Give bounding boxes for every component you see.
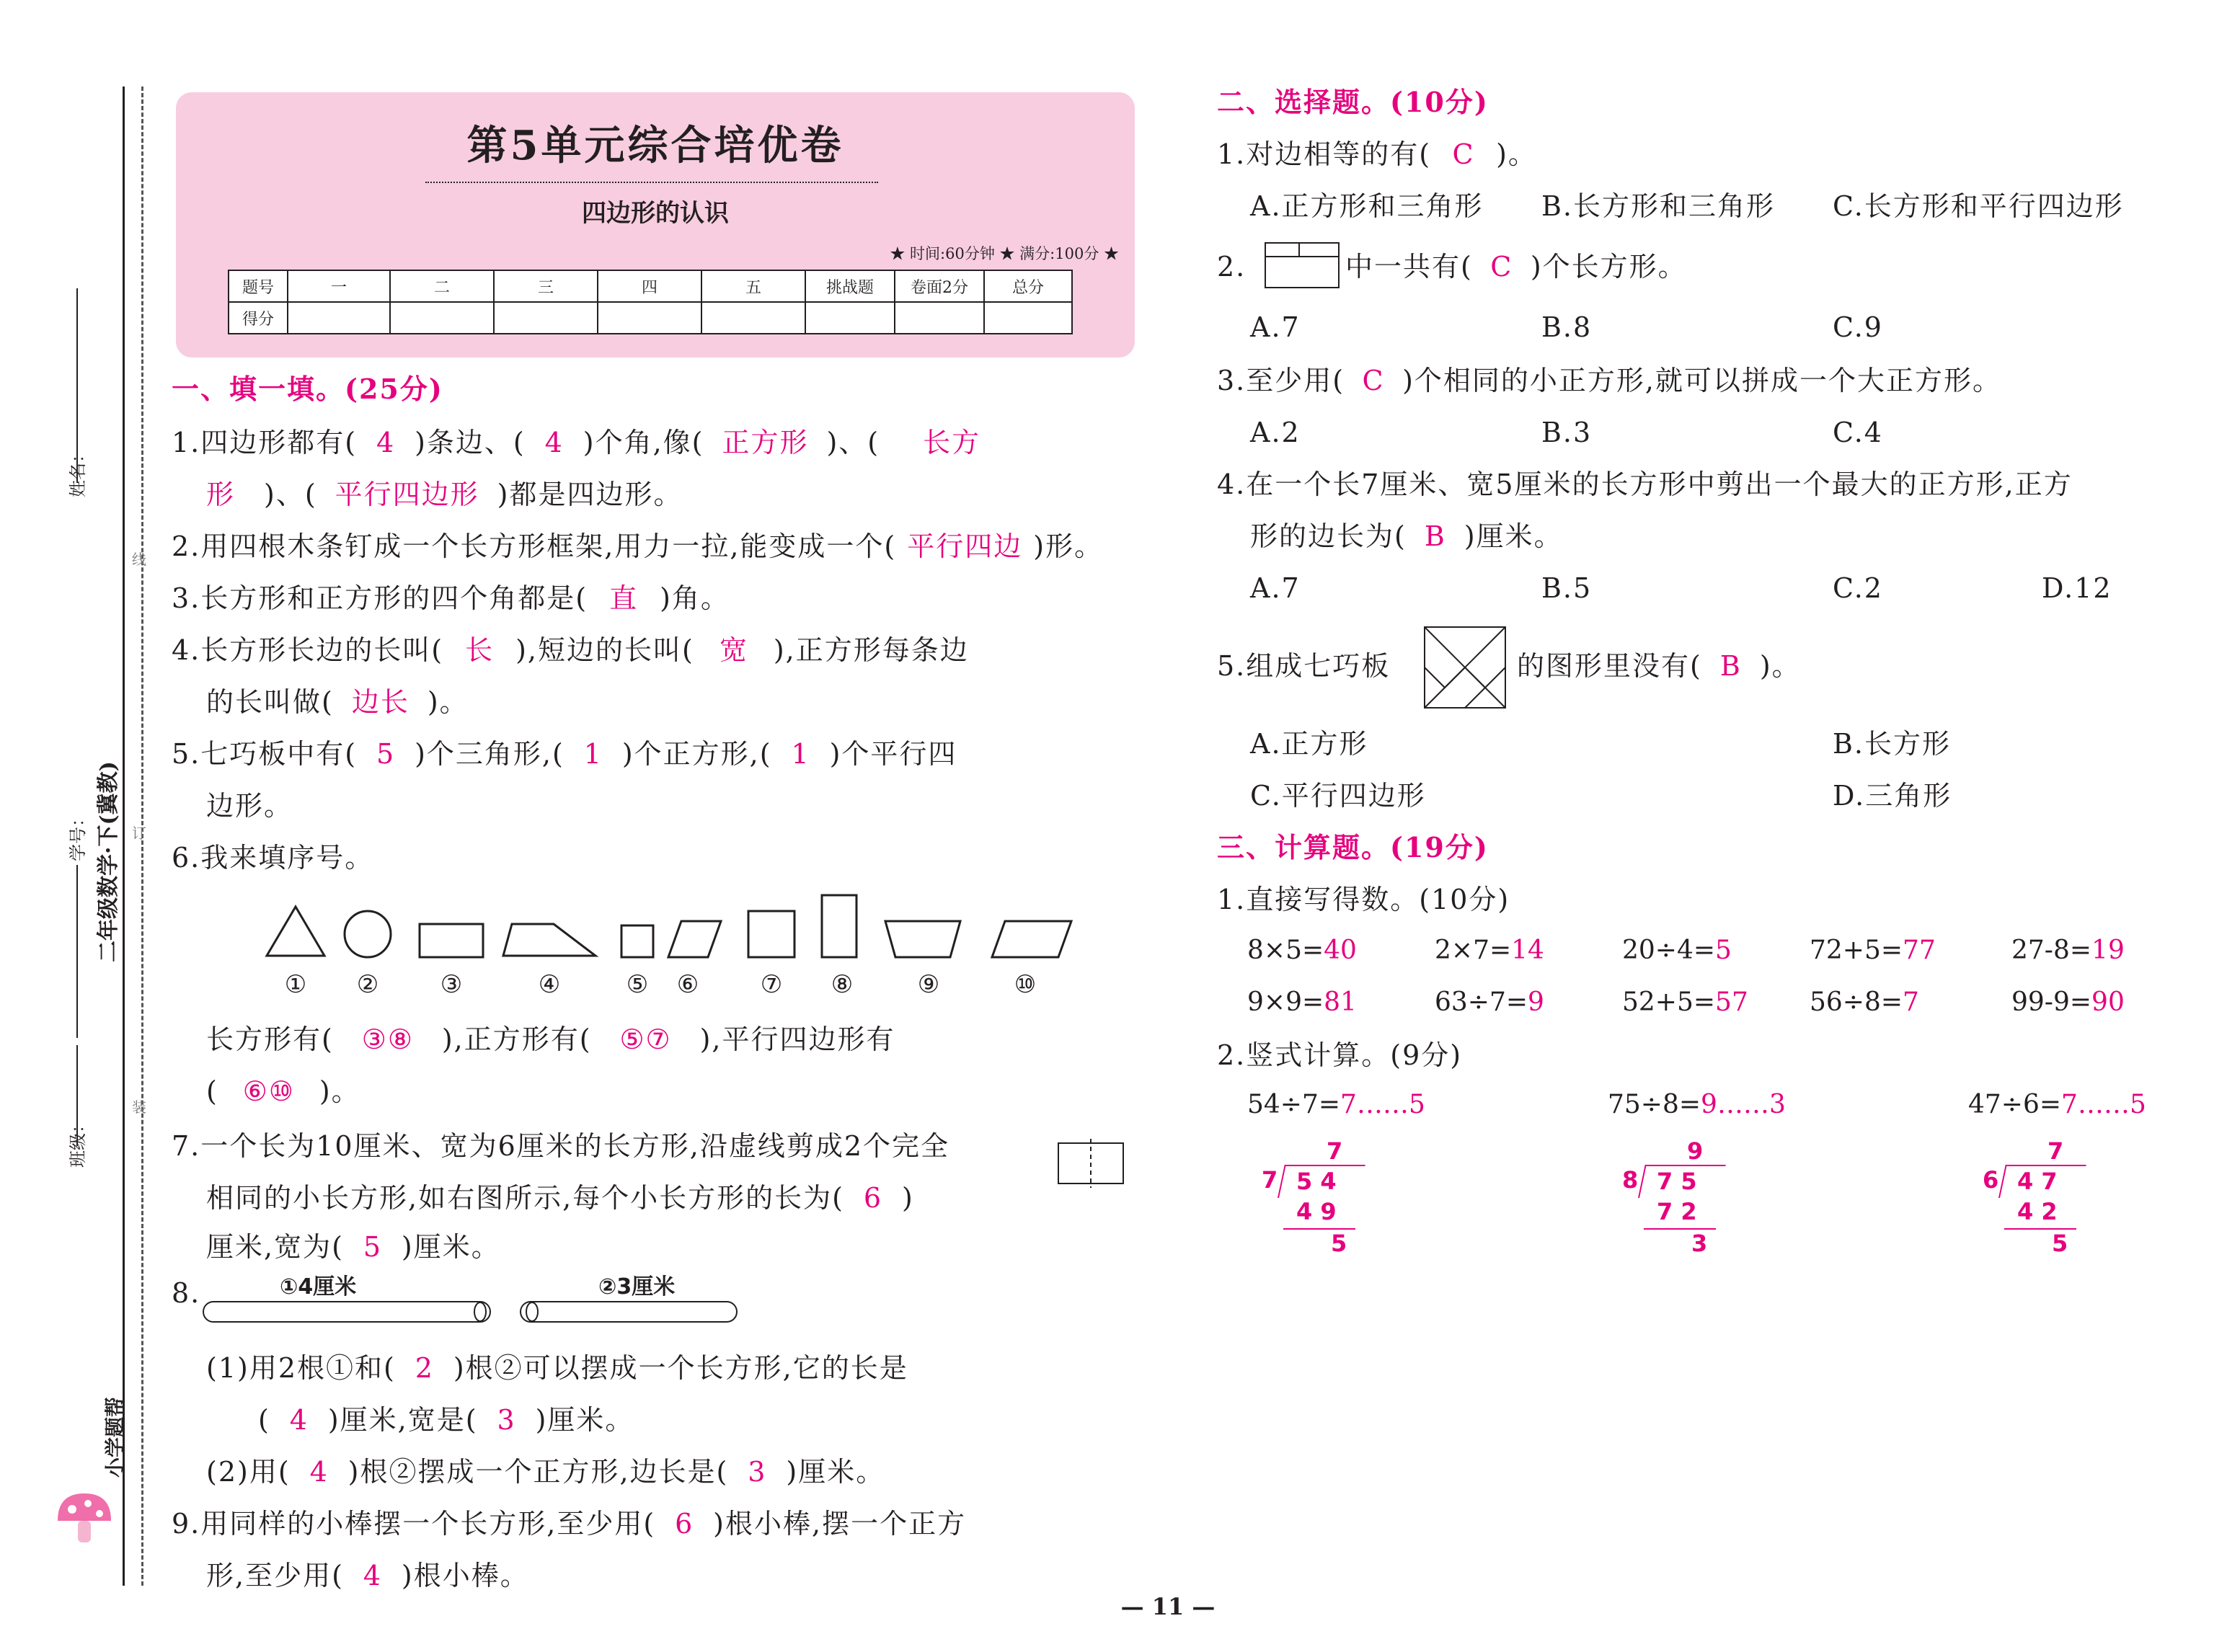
q8-sub2-line: (2)用( 4 )根②摆成一个正方形,边长是( 3 )厘米。	[206, 1456, 885, 1488]
answer: ⑤⑦	[619, 1023, 672, 1055]
score-header-cell: 卷面2分	[895, 270, 984, 302]
oral-calc-item: 56÷8=7	[1810, 987, 1919, 1017]
shape-label: ⑧	[831, 970, 854, 999]
q9-line1: 9.用同样的小棒摆一个长方形,至少用( 6 )根小棒,摆一个正方	[172, 1508, 967, 1540]
p2-q3-option-a: A.2	[1250, 417, 1301, 448]
score-table	[228, 270, 1073, 334]
part1-heading: 一、填一填。(25分)	[172, 373, 443, 405]
answer: 形	[206, 479, 236, 510]
answer: 4	[376, 427, 396, 458]
stick2-figure	[518, 1297, 741, 1329]
score-label-cell: 得分	[229, 302, 288, 334]
title-divider	[425, 182, 878, 183]
oral-calc-item: 52+5=57	[1622, 987, 1748, 1017]
p2-q3-option-b: B.3	[1541, 417, 1593, 448]
score-input-cell[interactable]	[895, 302, 984, 334]
page-number: — 11 —	[1120, 1593, 1216, 1620]
q5-line1: 5.七巧板中有( 5 )个三角形,( 1 )个正方形,( 1 )个平行四	[172, 738, 957, 770]
student-no-label: 学号：	[68, 809, 88, 861]
shape-label: ⑦	[760, 970, 783, 999]
answer: 2	[415, 1352, 434, 1384]
answer: ③⑧	[361, 1023, 414, 1055]
q7-line2: 相同的小长方形,如右图所示,每个小长方形的长为( 6 )	[206, 1182, 914, 1214]
rectangle-shape	[822, 895, 856, 957]
q1-line2: 形 )、( 平行四边形 )都是四边形。	[206, 479, 683, 510]
q6-answer-line2: ( ⑥⑩ )。	[206, 1075, 360, 1107]
p2-q1-option-a: A.正方形和三角形	[1250, 190, 1484, 222]
q7-line3: 厘米,宽为( 5 )厘米。	[206, 1231, 500, 1263]
answer: 19	[2091, 936, 2125, 965]
stick1-figure	[200, 1297, 496, 1329]
score-header-cell: 总分	[984, 270, 1072, 302]
p3-q1-title: 1.直接写得数。(10分)	[1217, 884, 1510, 915]
studentno-underline	[76, 865, 78, 1038]
quotient: 7	[1327, 1137, 1343, 1165]
part2-heading: 二、选择题。(10分)	[1217, 86, 1489, 118]
q6-line: 6.我来填序号。	[172, 842, 374, 874]
p2-q4-line2: 形的边长为( B )厘米。	[1250, 520, 1563, 552]
answer: 1	[583, 738, 603, 770]
answer: B	[1719, 650, 1742, 682]
shape-label: ⑩	[1014, 970, 1037, 999]
answer: 5	[1715, 936, 1732, 965]
answer: 长方	[923, 427, 981, 458]
answer: 3	[748, 1456, 767, 1488]
answer: 3	[497, 1404, 516, 1436]
score-header-cell: 一	[288, 270, 390, 302]
score-table-row	[229, 302, 1072, 334]
p2-q2-option-c: C.9	[1833, 311, 1883, 343]
score-header-cell: 四	[598, 270, 701, 302]
answer: 9……3	[1701, 1090, 1786, 1119]
answer: 9	[1528, 987, 1544, 1017]
shape-label: ④	[538, 970, 561, 999]
p2-q5-option-b: B.长方形	[1833, 728, 1952, 760]
answer: 77	[1903, 936, 1936, 965]
q3-line: 3.长方形和正方形的四个角都是( 直 )角。	[172, 582, 730, 614]
p2-q5-text-b: 的图形里没有( B )。	[1517, 650, 1801, 682]
cut-mark-zhuang: 装	[132, 1098, 146, 1116]
oral-calc-item: 20÷4=5	[1622, 936, 1732, 965]
answer: 直	[609, 582, 639, 614]
answer: 长	[465, 634, 495, 666]
answer: 平行四边形	[335, 479, 479, 510]
column-calc-expr: 75÷8=9……3	[1608, 1090, 1786, 1119]
answer: 4	[289, 1404, 309, 1436]
answer: 1	[791, 738, 810, 770]
divisor: 8	[1622, 1166, 1639, 1194]
answer: ⑥⑩	[242, 1075, 295, 1107]
score-input-cell[interactable]	[494, 302, 598, 334]
tangram-icon	[1423, 626, 1507, 712]
remainder: 5	[1331, 1230, 1347, 1257]
class-label: 班级：	[68, 1116, 88, 1168]
answer: 宽	[719, 634, 748, 666]
quotient: 7	[2047, 1137, 2064, 1165]
long-division	[1622, 1137, 1737, 1267]
q4-line1: 4.长方形长边的长叫( 长 ),短边的长叫( 宽 ),正方形每条边	[172, 634, 969, 666]
name-label: 姓名：	[68, 445, 88, 497]
oral-calc-item: 8×5=40	[1247, 936, 1357, 965]
q5-line2: 边形。	[206, 790, 293, 822]
column-calc-expr: 54÷7=7……5	[1247, 1090, 1425, 1119]
answer: 7……5	[1340, 1090, 1425, 1119]
shape-label: ③	[440, 970, 463, 999]
answer: 81	[1324, 987, 1357, 1017]
triangle-shape	[267, 907, 324, 956]
divisor: 7	[1262, 1166, 1278, 1194]
mushroom-logo-icon	[52, 1485, 117, 1560]
shape-label: ⑤	[626, 970, 649, 999]
shape-label: ②	[356, 970, 379, 999]
answer: 90	[2091, 987, 2125, 1017]
p2-q1-option-b: B.长方形和三角形	[1541, 190, 1776, 222]
oral-calc-item: 27-8=19	[2011, 936, 2125, 965]
p2-q2-figure	[1263, 241, 1342, 294]
page-subtitle: 四边形的认识	[582, 199, 729, 228]
score-header-cell: 挑战题	[805, 270, 895, 302]
score-header-cell: 题号	[229, 270, 288, 302]
p2-q2-option-a: A.7	[1250, 311, 1301, 343]
page-title: 第5单元综合培优卷	[466, 122, 844, 169]
answer: 40	[1324, 936, 1357, 965]
score-table-row	[229, 270, 1072, 302]
answer: 平行四边	[907, 530, 1023, 562]
column-calc-expr: 47÷6=7……5	[1968, 1090, 2146, 1119]
trapezoid-shape	[503, 924, 596, 956]
shape-label: ①	[284, 970, 307, 999]
p2-q4-line1: 4.在一个长7厘米、宽5厘米的长方形中剪出一个最大的正方形,正方	[1217, 468, 2073, 500]
p2-q4-option-d: D.12	[2042, 572, 2112, 604]
answer: 5	[363, 1231, 382, 1263]
answer: 4	[363, 1560, 382, 1591]
remainder: 3	[1691, 1230, 1708, 1257]
answer: 7	[1903, 987, 1919, 1017]
answer: 边长	[351, 686, 409, 718]
answer: 57	[1715, 987, 1748, 1017]
shape-label: ⑨	[917, 970, 940, 999]
answer: 5	[376, 738, 396, 770]
answer: 6	[863, 1182, 883, 1214]
p2-q1: 1.对边相等的有( C )。	[1217, 138, 1537, 170]
p2-q3-option-c: C.4	[1833, 417, 1883, 448]
score-header-cell: 二	[390, 270, 494, 302]
answer: C	[1452, 138, 1475, 170]
p2-q4-option-c: C.2	[1833, 572, 1883, 604]
cut-mark-xian: 线	[132, 551, 146, 568]
stick1-label: ①4厘米	[280, 1274, 357, 1300]
exam-meta: ★ 时间:60分钟 ★ 满分:100分 ★	[890, 245, 1119, 262]
answer: 4	[309, 1456, 329, 1488]
answer: C	[1362, 365, 1385, 396]
score-header-cell: 三	[494, 270, 598, 302]
square-shape	[748, 911, 794, 957]
answer: 14	[1511, 936, 1544, 965]
oral-calc-item: 9×9=81	[1247, 987, 1357, 1017]
stick2-label: ②3厘米	[598, 1274, 676, 1300]
score-input-cell[interactable]	[805, 302, 895, 334]
p2-q5-text-a: 5.组成七巧板	[1217, 650, 1391, 682]
q8-sub1-line1: (1)用2根①和( 2 )根②可以摆成一个长方形,它的长是	[206, 1352, 908, 1384]
long-division	[1262, 1137, 1377, 1267]
q4-line2: 的长叫做( 边长 )。	[206, 686, 469, 718]
q6-answer-line1: 长方形有( ③⑧ ),正方形有( ⑤⑦ ),平行四边形有	[206, 1023, 895, 1055]
quotient: 9	[1687, 1137, 1704, 1165]
dividend: 4 7	[2017, 1168, 2058, 1195]
score-input-cell[interactable]	[390, 302, 494, 334]
oral-calc-item: 63÷7=9	[1435, 987, 1544, 1017]
p2-q4-option-b: B.5	[1541, 572, 1593, 604]
p2-q2: 2.	[1217, 251, 1247, 283]
product: 4 9	[1296, 1198, 1337, 1225]
score-header-cell: 五	[701, 270, 805, 302]
p2-q2-text: 中一共有( C )个长方形。	[1345, 251, 1687, 283]
dividend: 5 4	[1296, 1168, 1337, 1195]
trapezoid-shape	[885, 921, 960, 957]
oral-calc-item: 99-9=90	[2011, 987, 2125, 1017]
p2-q4-option-a: A.7	[1250, 572, 1301, 604]
p2-q5-option-d: D.三角形	[1833, 780, 1952, 812]
brand-label: 小学题帮	[103, 1396, 127, 1478]
answer: 正方形	[722, 427, 809, 458]
q8-sub1-line2: ( 4 )厘米,宽是( 3 )厘米。	[258, 1404, 634, 1436]
q1-line1: 1.四边形都有( 4 )条边、( 4 )个角,像( 正方形 )、( 长方	[172, 427, 981, 458]
long-division	[1983, 1137, 2098, 1267]
answer: 6	[675, 1508, 694, 1540]
p2-q5-option-c: C.平行四边形	[1250, 780, 1426, 812]
dividend: 7 5	[1657, 1168, 1697, 1195]
remainder: 5	[2052, 1230, 2068, 1257]
divisor: 6	[1983, 1166, 1999, 1194]
part3-heading: 三、计算题。(19分)	[1217, 831, 1489, 863]
header-box	[176, 92, 1135, 358]
circle-shape	[345, 911, 391, 957]
q2-line: 2.用四根木条钉成一个长方形框架,用力一拉,能变成一个( 平行四边 )形。	[172, 530, 1104, 562]
q9-line2: 形,至少用( 4 )根小棒。	[206, 1560, 529, 1591]
product: 7 2	[1657, 1198, 1697, 1225]
p3-q2-title: 2.竖式计算。(9分)	[1217, 1039, 1463, 1071]
q7-line1: 7.一个长为10厘米、宽为6厘米的长方形,沿虚线剪成2个完全	[172, 1130, 950, 1162]
book-label: 二年级数学·下(冀教)	[96, 761, 121, 962]
q8-number: 8.	[172, 1277, 201, 1309]
shape-label: ⑥	[676, 970, 699, 999]
p2-q3: 3.至少用( C )个相同的小正方形,就可以拼成一个大正方形。	[1217, 365, 2002, 396]
rectangle-shape	[420, 924, 483, 957]
parallelogram-shape	[668, 921, 721, 957]
oral-calc-item: 72+5=77	[1810, 936, 1936, 965]
p2-q1-option-c: C.长方形和平行四边形	[1833, 190, 2124, 222]
p2-q2-option-b: B.8	[1541, 311, 1593, 343]
score-input-cell[interactable]	[598, 302, 701, 334]
square-shape	[621, 925, 653, 957]
shapes-row	[260, 889, 1089, 969]
answer: B	[1424, 520, 1446, 552]
answer: C	[1490, 251, 1513, 283]
p2-q5-option-a: A.正方形	[1250, 728, 1368, 760]
binding-line-outer	[123, 86, 125, 1586]
score-input-cell[interactable]	[984, 302, 1072, 334]
q7-rectangle-figure	[1055, 1139, 1128, 1192]
parallelogram-shape	[992, 921, 1071, 957]
answer: 4	[544, 427, 564, 458]
product: 4 2	[2017, 1198, 2058, 1225]
cut-mark-ding: 订	[132, 825, 146, 842]
score-input-cell[interactable]	[701, 302, 805, 334]
oral-calc-item: 2×7=14	[1435, 936, 1544, 965]
answer: 7……5	[2061, 1090, 2146, 1119]
score-input-cell[interactable]	[288, 302, 390, 334]
